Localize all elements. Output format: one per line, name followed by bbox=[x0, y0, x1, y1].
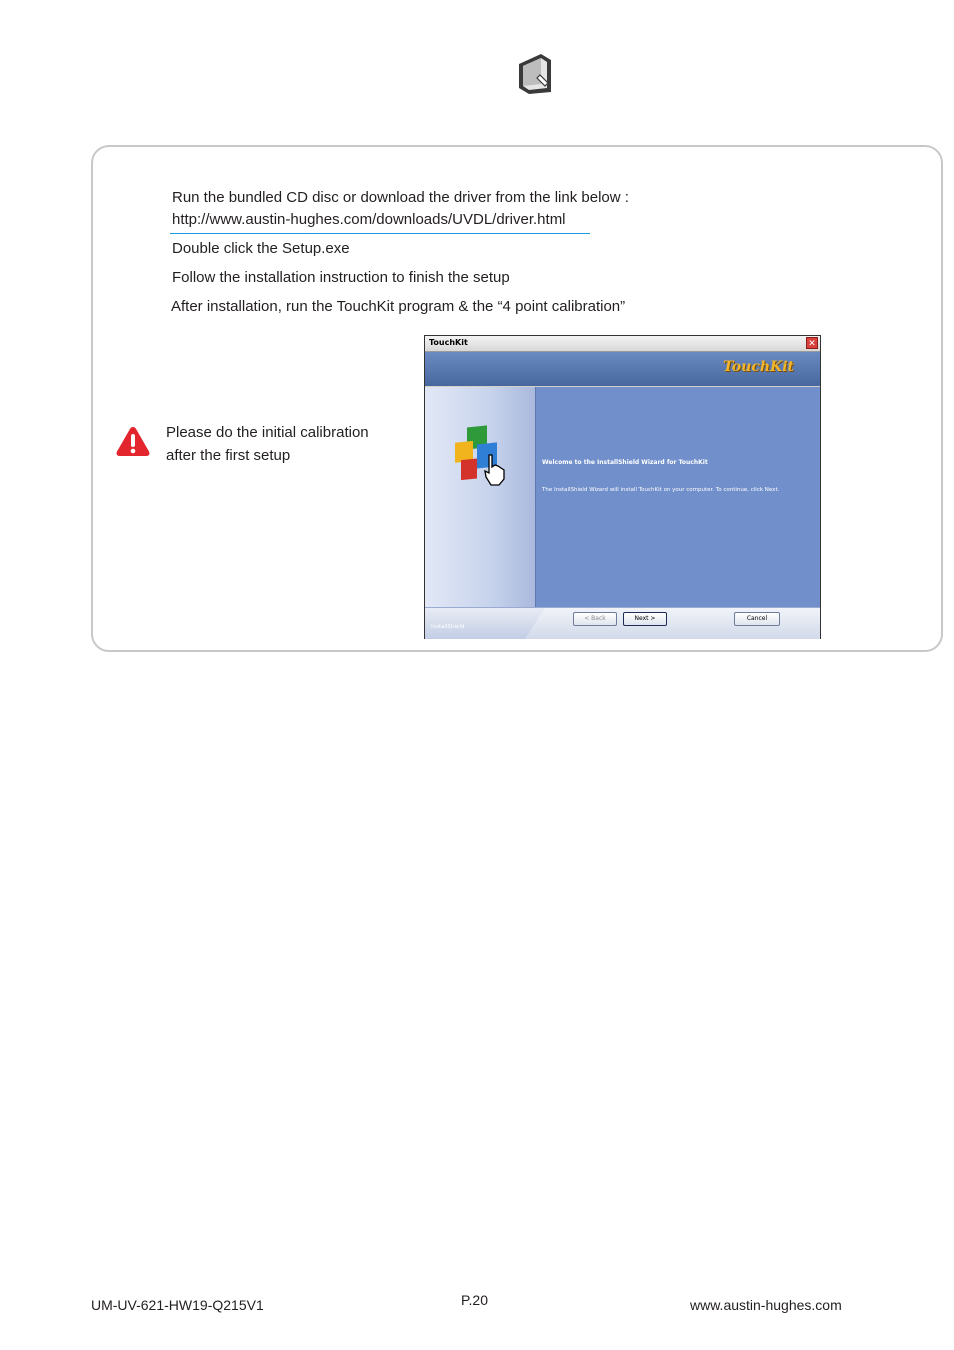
wizard-footer bbox=[425, 607, 820, 639]
warning-line-2: after the first setup bbox=[166, 447, 291, 464]
touch-screen-icon bbox=[515, 52, 555, 96]
wizard-side-panel bbox=[425, 387, 536, 607]
next-button[interactable]: Next > bbox=[623, 612, 667, 626]
driver-download-link[interactable]: http://www.austin-hughes.com/downloads/UVDL/driver.html bbox=[172, 211, 566, 228]
installer-windows-hand-icon bbox=[453, 425, 511, 489]
warning-text bbox=[166, 421, 406, 467]
wizard-window-title: TouchKit bbox=[429, 338, 468, 347]
website-url: www.austin-hughes.com bbox=[690, 1297, 842, 1313]
warning-line-1: Please do the initial calibration bbox=[166, 424, 369, 441]
document-code: UM-UV-621-HW19-Q215V1 bbox=[91, 1297, 264, 1313]
step-1-text: Run the bundled CD disc or download the driver from the link below : bbox=[172, 189, 629, 206]
page-number: P.20 bbox=[461, 1292, 488, 1308]
touchkit-logo: TouchKit bbox=[723, 359, 794, 375]
wizard-content-area bbox=[536, 387, 820, 607]
warning-icon bbox=[115, 425, 151, 457]
step-2-text: Double click the Setup.exe bbox=[172, 240, 350, 257]
wizard-heading: Welcome to the InstallShield Wizard for TouchKit bbox=[542, 459, 708, 466]
back-button[interactable]: < Back bbox=[573, 612, 617, 626]
step-4-text: After installation, run the TouchKit program & the “4 point calibration” bbox=[171, 298, 626, 315]
installshield-label: InstallShield bbox=[431, 624, 465, 630]
close-icon[interactable]: ✕ bbox=[806, 337, 818, 349]
wizard-banner bbox=[425, 352, 820, 386]
link-underline bbox=[170, 233, 590, 234]
installshield-wizard-screenshot bbox=[424, 335, 821, 639]
step-3-text: Follow the installation instruction to finish the setup bbox=[172, 269, 510, 286]
wizard-body-text: The InstallShield Wizard will install TouchKit on your computer. To continue, click Next. bbox=[542, 487, 780, 493]
cancel-button[interactable]: Cancel bbox=[734, 612, 780, 626]
wizard-titlebar bbox=[425, 336, 820, 352]
